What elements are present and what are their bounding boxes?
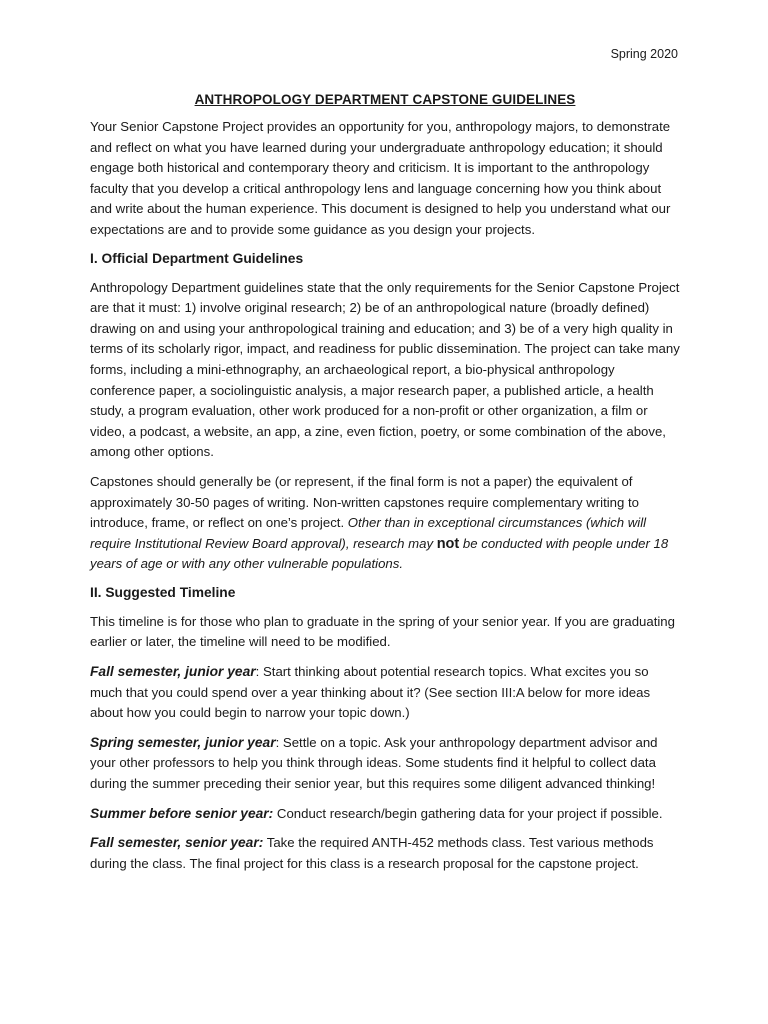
timeline-item-text: Take the required ANTH-452 methods class. Test various methods during the class. The final project for this class is a research proposal for the capstone project.: [90, 835, 654, 871]
timeline-item-label: Fall semester, senior year:: [90, 835, 264, 851]
section-heading-timeline: II. Suggested Timeline: [90, 584, 236, 600]
research-restriction-not: not: [436, 535, 460, 552]
guidelines-paragraph: Anthropology Department guidelines state that the only requirements for the Senior Capstone Project are that it must: 1) involve original research; 2) be of an anthropological nature (broadly defined) drawing on and using your anthropological training and education; and 3) be of a very high quality in terms of its scholarly rigor, impact, and readiness for public dissemination. The project can take many forms, including a mini-ethnography, an archaeological report, a bio-physical anthropology conference paper, a sociolinguistic analysis, a major research paper, a published article, a health study, a program evaluation, other work produced for a non-profit or other organization, a film or video, a podcast, a website, an app, a zine, even fiction, poetry, or some combination of the above, among other options.: [90, 279, 680, 460]
intro-paragraph: Your Senior Capstone Project provides an opportunity for you, anthropology majors, to demonstrate and reflect on what you have learned during your undergraduate anthropology education; it should engage both historical and contemporary theory and criticism. It is important to the anthropology faculty that you develop a critical anthropology lens and language concerning how you think about and write about the human experience. This document is designed to help you understand what our expectations are and to provide some guidance as you design your projects.: [90, 119, 671, 237]
timeline-item-text: : Start thinking about potential research topics. What excites you so much that you could spend over a year thinking about it? (See section III:A below for more ideas about how you could begin to narrow your topic down.): [90, 664, 651, 721]
research-restriction-text-a: Other than in exceptional circumstances (which will require Institutional Review Board approval), research may: [90, 515, 647, 551]
timeline-item: [90, 833, 680, 874]
timeline-item: [90, 733, 680, 795]
timeline-intro-paragraph: This timeline is for those who plan to graduate in the spring of your senior year. If you are graduating earlier or later, the timeline will need to be modified.: [90, 613, 675, 650]
timeline-item-text: Conduct research/begin gathering data for your project if possible.: [273, 805, 663, 821]
timeline-item: [90, 662, 680, 724]
timeline-item-label: Fall semester, junior year: [90, 664, 256, 680]
timeline-item-text: : Settle on a topic. Ask your anthropology department advisor and your other professors to help you think through ideas. Some students find it helpful to collect data during the summer preceding their senior year, but this requires some diligent advanced thinking!: [90, 734, 658, 792]
timeline-item-label: Summer before senior year:: [90, 805, 274, 821]
section-heading-guidelines: I. Official Department Guidelines: [90, 250, 304, 266]
capstone-length-paragraph: [90, 472, 680, 575]
document-page: [90, 44, 680, 883]
timeline-item: [90, 804, 680, 825]
header-date: Spring 2020: [610, 47, 678, 61]
document-title: ANTHROPOLOGY DEPARTMENT CAPSTONE GUIDELINES: [194, 92, 576, 107]
timeline-item-label: Spring semester, junior year: [90, 734, 276, 750]
capstone-length-text: Capstones should generally be (or represent, if the final form is not a paper) the equivalent of approximately 30-50 pages of writing. Non-written capstones require complementary writing to introduce, frame, or reflect on one’s project.: [90, 473, 640, 531]
research-restriction-text-b: be conducted with people under 18 years of age or with any other vulnerable populations.: [90, 535, 669, 572]
